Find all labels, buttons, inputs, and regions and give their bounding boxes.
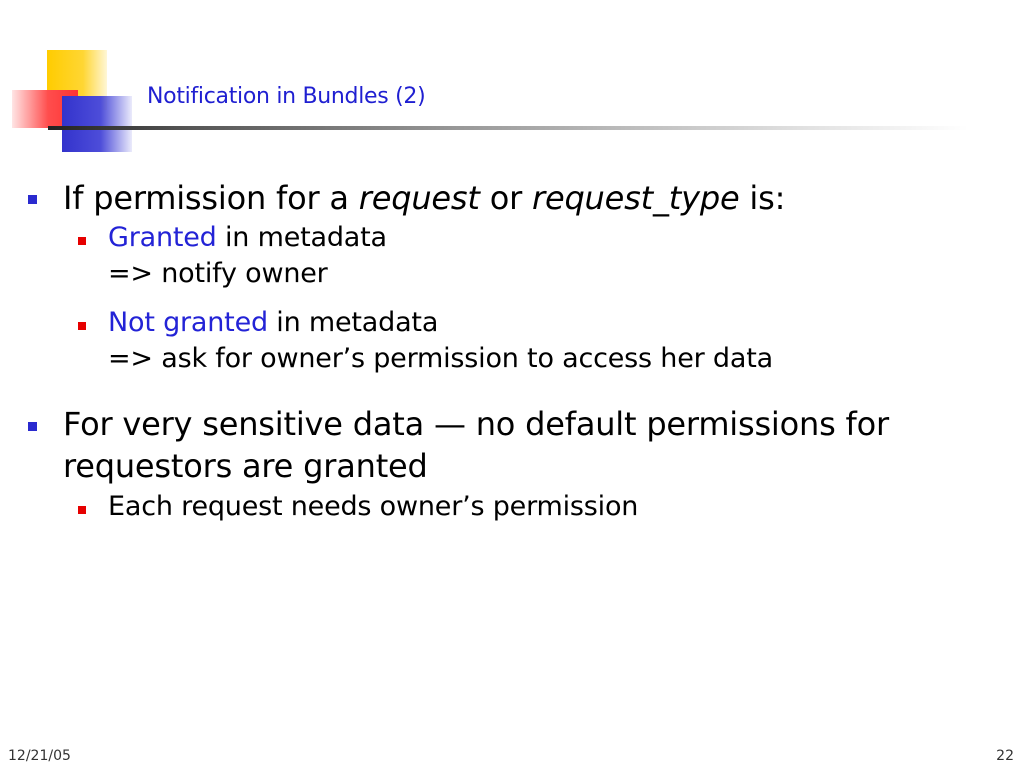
sub-bullet-not-granted-line2: => ask for owner’s permission to access her data xyxy=(108,343,773,374)
main-bullet-marker xyxy=(28,422,37,431)
bullet-2-line-2: requestors are granted xyxy=(63,447,428,485)
sub-bullet-marker xyxy=(78,237,86,245)
corner-logo-graphic xyxy=(0,0,160,160)
sub-bullet-marker xyxy=(78,322,86,330)
slide-title: Notification in Bundles (2) xyxy=(147,84,426,109)
bullet-1-term-request-type: request_type xyxy=(532,179,740,217)
bullet-1-part-1: If permission for a xyxy=(63,179,359,217)
blue-square-decoration xyxy=(62,96,132,152)
bullet-1-text xyxy=(63,178,785,218)
not-granted-label: Not granted xyxy=(108,307,268,338)
not-granted-rest: in metadata xyxy=(267,307,439,338)
granted-label: Granted xyxy=(108,222,217,253)
title-underline xyxy=(48,126,968,130)
main-bullet-marker xyxy=(28,195,37,204)
sub-bullet-marker xyxy=(78,506,86,514)
bullet-1-part-3: or xyxy=(479,179,532,217)
sub-bullet-granted xyxy=(108,220,387,255)
bullet-1-term-request: request xyxy=(358,179,480,217)
footer-page-number: 22 xyxy=(996,748,1014,764)
footer-date: 12/21/05 xyxy=(8,748,71,764)
bullet-1-part-5: is: xyxy=(739,179,786,217)
granted-rest: in metadata xyxy=(216,222,387,253)
sub-bullet-each-request: Each request needs owner’s permission xyxy=(108,491,639,522)
bullet-2-line-1: For very sensitive data — no default permissions for xyxy=(63,405,889,443)
sub-bullet-granted-line2: => notify owner xyxy=(108,258,328,289)
sub-bullet-not-granted xyxy=(108,305,438,340)
